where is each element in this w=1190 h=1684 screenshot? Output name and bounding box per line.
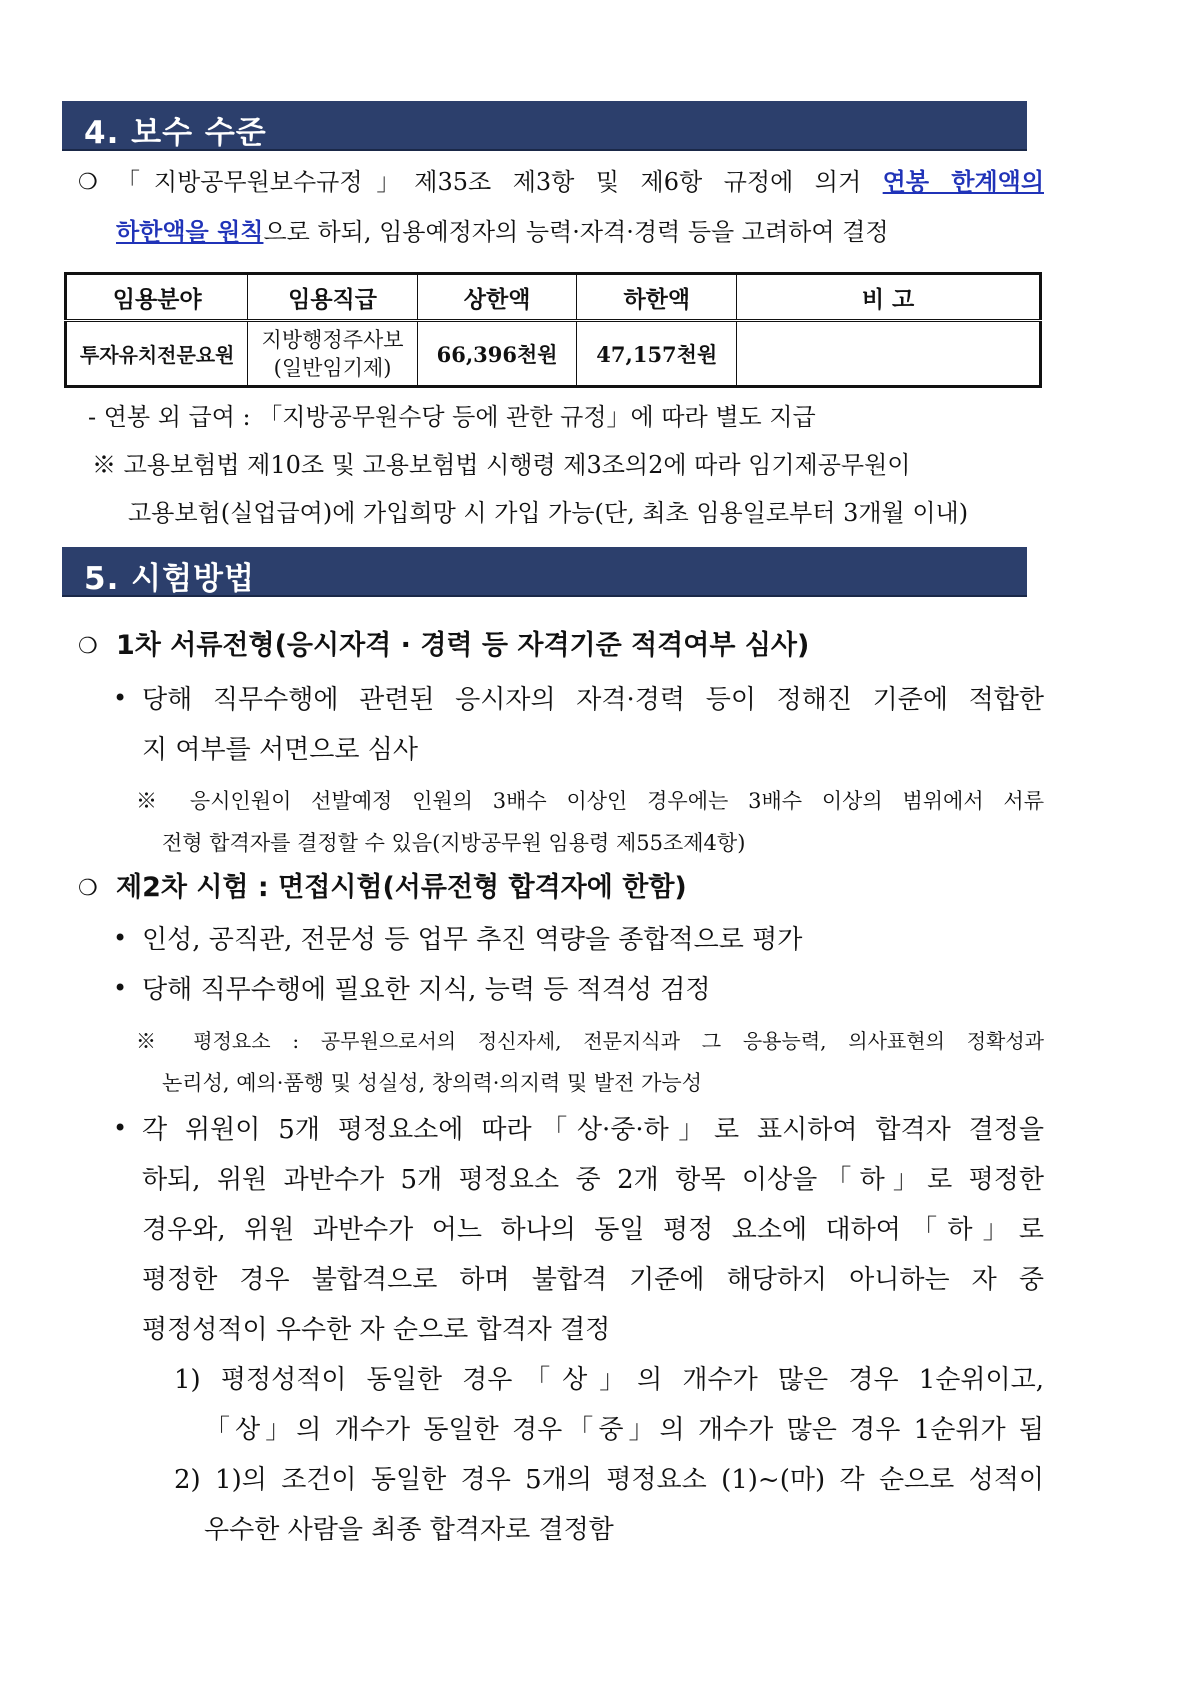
step-2-item-3-line-4: 평정한 경우 불합격으로 하며 불합격 기준에 해당하지 아니하는 자 중	[142, 1265, 1044, 1295]
step-2-title: 제2차 시험 : 면접시험(서류전형 합격자에 한함)	[116, 872, 687, 903]
rule-1-line-2: 「상」의 개수가 동일한 경우「중」의 개수가 많은 경우 1순위가 됨	[204, 1415, 1044, 1445]
step-2-note-line-1: ※ 평정요소 : 공무원으로서의 정신자세, 전문지식과 그 응용능력, 의사표현의 정확성과	[136, 1029, 1044, 1053]
intro-text-b: 으로 하되, 임용예정자의 능력·자격·경력 등을 고려하여 결정	[263, 218, 889, 246]
step-2-item-3-line-2: 하되, 위원 과반수가 5개 평정요소 중 2개 항목 이상을「하」로 평정한	[142, 1165, 1044, 1195]
header-field: 임용분야	[66, 274, 248, 321]
pay-table	[64, 272, 1042, 388]
salary-limit-link: 연봉 한계액의	[882, 167, 1044, 196]
cell-grade	[248, 321, 417, 387]
section-4-header	[62, 101, 1027, 151]
step-2-item-3-line-3: 경우와, 위원 과반수가 어느 하나의 동일 평정 요소에 대하여「하」로	[142, 1215, 1044, 1245]
insurance-note-line-2: 고용보험(실업급여)에 가입희망 시 가입 가능(단, 최초 임용일로부터 3개월 이내)	[128, 499, 969, 527]
step-2-item-3-line-5: 평정성적이 우수한 자 순으로 합격자 결정	[142, 1315, 611, 1345]
header-grade: 임용직급	[248, 274, 417, 321]
extra-pay-note: - 연봉 외 급여 : 「지방공무원수당 등에 관한 규정」에 따라 별도 지급	[88, 403, 816, 431]
step-2-note-line-2: 논리성, 예의·품행 및 성실성, 창의력·의지력 및 발전 가능성	[162, 1071, 703, 1095]
section-4-title: 4. 보수 수준	[84, 115, 267, 151]
cell-note	[737, 321, 1041, 387]
circle-bullet-icon: ❍	[78, 170, 98, 195]
table-header-row	[66, 274, 1041, 321]
cell-lower: 47,157천원	[577, 321, 737, 387]
cell-upper: 66,396천원	[417, 321, 577, 387]
intro-text-a: 「지방공무원보수규정」제35조 제3항 및 제6항 규정에 의거	[116, 168, 883, 196]
step-2-item-1: 인성, 공직관, 전문성 등 업무 추진 역량을 종합적으로 평가	[142, 925, 803, 955]
dot-bullet-icon: •	[113, 924, 128, 952]
section-5-header	[62, 547, 1027, 597]
rule-2-line-2: 우수한 사람을 최종 합격자로 결정함	[204, 1515, 614, 1545]
table-row	[66, 321, 1041, 387]
header-note: 비 고	[737, 274, 1041, 321]
step-2-item-2: 당해 직무수행에 필요한 지식, 능력 등 적격성 검정	[142, 975, 711, 1005]
step-1-note-line-1: ※ 응시인원이 선발예정 인원의 3배수 이상인 경우에는 3배수 이상의 범위에서 서류	[136, 789, 1044, 813]
header-upper: 상한액	[417, 274, 577, 321]
dot-bullet-icon: •	[113, 684, 128, 712]
step-1-title: 1차 서류전형(응시자격 · 경력 등 자격기준 적격여부 심사)	[116, 630, 810, 661]
rule-1-line-1: 1) 평정성적이 동일한 경우「상」의 개수가 많은 경우 1순위이고,	[174, 1365, 1044, 1395]
circle-bullet-icon: ❍	[78, 876, 98, 901]
dot-bullet-icon: •	[113, 974, 128, 1002]
section-4-intro-line-2	[116, 216, 1044, 248]
cell-field: 투자유치전문요원	[66, 321, 248, 387]
cell-grade-line-1: 지방행정주사보	[261, 327, 404, 352]
section-5-title: 5. 시험방법	[84, 561, 255, 597]
lower-limit-principle-link: 하한액을 원칙	[116, 217, 264, 246]
section-4-intro-line-1	[116, 166, 1044, 198]
step-2-item-3-line-1: 각 위원이 5개 평정요소에 따라「상·중·하」로 표시하여 합격자 결정을	[142, 1115, 1044, 1145]
cell-grade-line-2: (일반임기제)	[273, 355, 392, 380]
header-lower: 하한액	[577, 274, 737, 321]
dot-bullet-icon: •	[113, 1114, 128, 1142]
insurance-note-line-1: ※ 고용보험법 제10조 및 고용보험법 시행령 제3조의2에 따라 임기제공무원이	[92, 451, 911, 479]
rule-2-line-1: 2) 1)의 조건이 동일한 경우 5개의 평정요소 (1)~(마) 각 순으로 성적이	[174, 1465, 1044, 1495]
step-1-note-line-2: 전형 합격자를 결정할 수 있음(지방공무원 임용령 제55조제4항)	[162, 831, 746, 855]
step-1-item-1-line-2: 지 여부를 서면으로 심사	[142, 735, 418, 765]
step-1-item-1-line-1: 당해 직무수행에 관련된 응시자의 자격·경력 등이 정해진 기준에 적합한	[142, 685, 1044, 715]
circle-bullet-icon: ❍	[78, 634, 98, 659]
